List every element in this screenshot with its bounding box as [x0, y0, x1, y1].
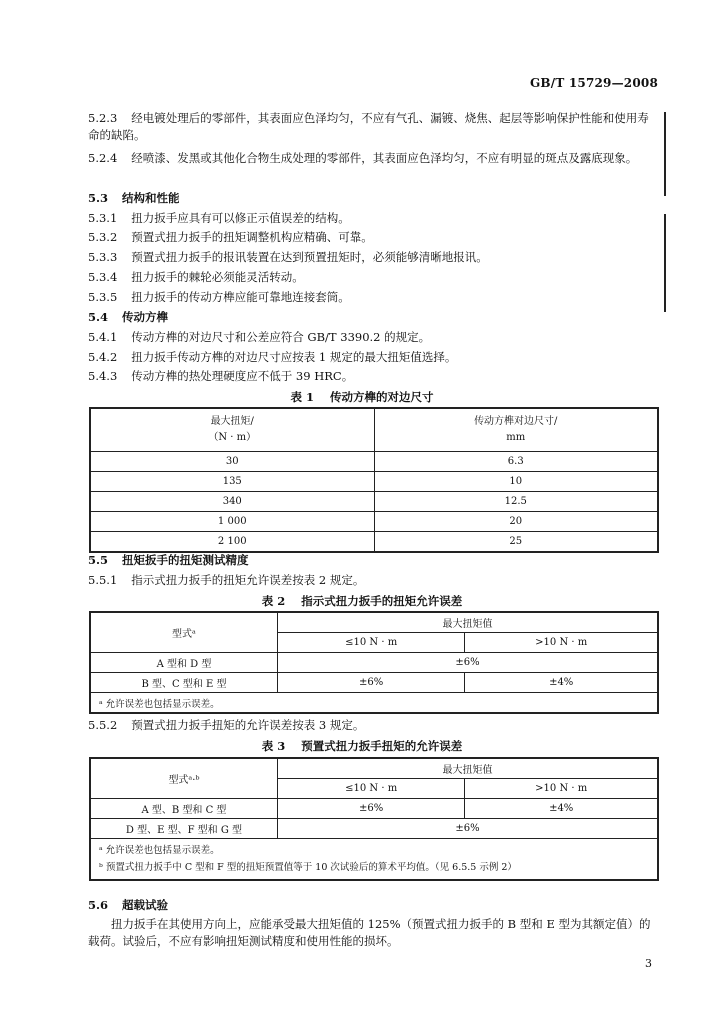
table2 — [89, 611, 659, 714]
clause-5-3-3 — [88, 249, 658, 266]
table2-header-type: 型式ᵃ — [90, 612, 277, 653]
standard-number: GB/T 15729—2008 — [529, 76, 658, 90]
table3 — [89, 757, 659, 881]
clause-text: 扭矩扳手的扭矩测试精度 — [122, 553, 249, 567]
table2-caption — [0, 593, 724, 609]
clause-text: 指示式扭力扳手的扭矩允许误差按表 2 规定。 — [131, 573, 365, 587]
clause-text: 超载试验 — [122, 898, 169, 912]
table-cell: D 型、E 型、F 型和 G 型 — [90, 819, 277, 839]
table-cell: 20 — [374, 511, 658, 531]
table1 — [89, 407, 659, 553]
clause-5-5-1 — [88, 572, 658, 589]
clause-text: 预置式扭力扳手的报讯装置在达到预置扭矩时，必须能够清晰地报讯。 — [131, 250, 488, 264]
header-line: （N · m） — [208, 431, 257, 443]
table-number: 表 3 — [261, 739, 286, 753]
table-row — [90, 471, 658, 491]
table-cell: 340 — [90, 491, 374, 511]
table2-header-gt: >10 N · m — [465, 633, 658, 653]
table-cell: ±6% — [277, 673, 464, 693]
clause-number: 5.3.4 — [88, 270, 118, 284]
table3-footnote-b: ᵇ 预置式扭力扳手中 C 型和 F 型的扭矩预置值等于 10 次试验后的算术平均值。（见 6.5.5 示例 2） — [99, 862, 517, 873]
table2-footnote-a: ᵃ 允许误差也包括显示误差。 — [90, 693, 658, 714]
clause-number: 5.4.1 — [88, 330, 118, 344]
clause-5-4-3 — [88, 368, 658, 385]
table3-header-le: ≤10 N · m — [277, 779, 464, 799]
clause-text: 预置式扭力扳手扭矩的允许误差按表 3 规定。 — [131, 718, 365, 732]
clause-text: 扭力扳手在其使用方向上，应能承受最大扭矩值的 125%（预置式扭力扳手的 B 型和 E 型为其额定值）的载荷。试验后，不应有影响扭矩测试精度和使用性能的损坏。 — [88, 917, 651, 948]
clause-number: 5.4 — [88, 310, 109, 324]
clause-text: 预置式扭力扳手的扭矩调整机构应精确、可靠。 — [131, 230, 373, 244]
table-title: 指示式扭力扳手的扭矩允许误差 — [301, 594, 463, 608]
clause-5-2-4 — [88, 150, 658, 167]
clause-text: 经喷漆、发黑或其他化合物生成处理的零部件，其表面应色泽均匀，不应有明显的斑点及露底现象。 — [131, 151, 638, 165]
clause-text: 结构和性能 — [122, 191, 180, 205]
clause-5-3-2 — [88, 229, 658, 246]
clause-5-3-4 — [88, 269, 658, 286]
table2-header-le: ≤10 N · m — [277, 633, 464, 653]
clause-text: 扭力扳手的棘轮必须能灵活转动。 — [131, 270, 304, 284]
table2-header-max: 最大扭矩值 — [277, 612, 658, 633]
table-cell: 30 — [90, 451, 374, 471]
clause-number: 5.3.2 — [88, 230, 118, 244]
table1-header-size — [374, 408, 658, 451]
clause-text: 扭力扳手的传动方榫应能可靠地连接套筒。 — [131, 290, 350, 304]
clause-number: 5.5 — [88, 553, 109, 567]
clause-number: 5.2.4 — [88, 151, 118, 165]
table-footnote-row — [90, 839, 658, 881]
table-title: 传动方榫的对边尺寸 — [330, 390, 434, 404]
change-bar-top — [664, 112, 666, 196]
table-number: 表 1 — [290, 390, 314, 404]
table3-caption — [0, 738, 724, 754]
clause-number: 5.5.1 — [88, 573, 118, 587]
clause-text: 传动方榫的热处理硬度应不低于 39 HRC。 — [131, 369, 354, 383]
clause-text: 传动方榫 — [122, 310, 169, 324]
table3-footnotes — [90, 839, 658, 881]
clause-5-4-1 — [88, 329, 658, 346]
table-cell: 135 — [90, 471, 374, 491]
clause-number: 5.4.2 — [88, 350, 118, 364]
clause-number: 5.3.1 — [88, 211, 118, 225]
table-cell: A 型、B 型和 C 型 — [90, 799, 277, 819]
table-cell: ±4% — [465, 673, 658, 693]
table-row — [90, 819, 658, 839]
table-number: 表 2 — [261, 594, 286, 608]
clause-5-3-5 — [88, 289, 658, 306]
table-row — [90, 451, 658, 471]
clause-5-3-heading — [88, 190, 658, 207]
clause-number: 5.6 — [88, 898, 109, 912]
table-cell: 10 — [374, 471, 658, 491]
table-cell: B 型、C 型和 E 型 — [90, 673, 277, 693]
clause-5-4-2 — [88, 349, 658, 366]
table1-caption — [0, 389, 724, 405]
clause-text: 传动方榫的对边尺寸和公差应符合 GB/T 3390.2 的规定。 — [131, 330, 431, 344]
table-row — [90, 491, 658, 511]
change-bar-mid — [664, 214, 666, 312]
clause-number: 5.3 — [88, 191, 109, 205]
clause-5-2-3 — [88, 110, 658, 144]
clause-text: 经电镀处理后的零部件，其表面应色泽均匀，不应有气孔、漏镀、烧焦、起层等影响保护性能和使用寿命的缺陷。 — [88, 111, 649, 142]
clause-5-6-body — [88, 916, 658, 950]
table3-header-type: 型式ᵃ·ᵇ — [90, 758, 277, 799]
clause-5-5-2 — [88, 717, 658, 734]
table-row — [90, 673, 658, 693]
table-cell: A 型和 D 型 — [90, 653, 277, 673]
table3-header-max: 最大扭矩值 — [277, 758, 658, 779]
table-cell: 12.5 — [374, 491, 658, 511]
page-number: 3 — [645, 957, 652, 970]
table-row — [90, 531, 658, 552]
clause-5-6-heading — [88, 897, 658, 914]
table-cell: ±6% — [277, 653, 658, 673]
clause-number: 5.3.3 — [88, 250, 118, 264]
table-cell: 2 100 — [90, 531, 374, 552]
table-cell: ±4% — [465, 799, 658, 819]
table3-footnote-a: ᵃ 允许误差也包括显示误差。 — [99, 845, 220, 856]
table-row — [90, 511, 658, 531]
clause-text: 扭力扳手传动方榫的对边尺寸应按表 1 规定的最大扭矩值选择。 — [131, 350, 457, 364]
table3-header-gt: >10 N · m — [465, 779, 658, 799]
header-line: 传动方榫对边尺寸/ — [474, 415, 558, 427]
table-cell: 25 — [374, 531, 658, 552]
table-cell: ±6% — [277, 799, 464, 819]
header-line: mm — [506, 431, 526, 443]
table-cell: ±6% — [277, 819, 658, 839]
table-cell: 1 000 — [90, 511, 374, 531]
header-line: 最大扭矩/ — [210, 415, 254, 427]
clause-5-5-heading — [88, 552, 658, 569]
clause-number: 5.3.5 — [88, 290, 118, 304]
table-row — [90, 799, 658, 819]
clause-number: 5.2.3 — [88, 111, 118, 125]
table-cell: 6.3 — [374, 451, 658, 471]
clause-number: 5.5.2 — [88, 718, 118, 732]
clause-5-4-heading — [88, 309, 658, 326]
table-row — [90, 653, 658, 673]
clause-number: 5.4.3 — [88, 369, 118, 383]
table-footnote-row — [90, 693, 658, 714]
clause-5-3-1 — [88, 210, 658, 227]
clause-text: 扭力扳手应具有可以修正示值误差的结构。 — [131, 211, 350, 225]
table1-header-torque — [90, 408, 374, 451]
table-title: 预置式扭力扳手扭矩的允许误差 — [301, 739, 463, 753]
